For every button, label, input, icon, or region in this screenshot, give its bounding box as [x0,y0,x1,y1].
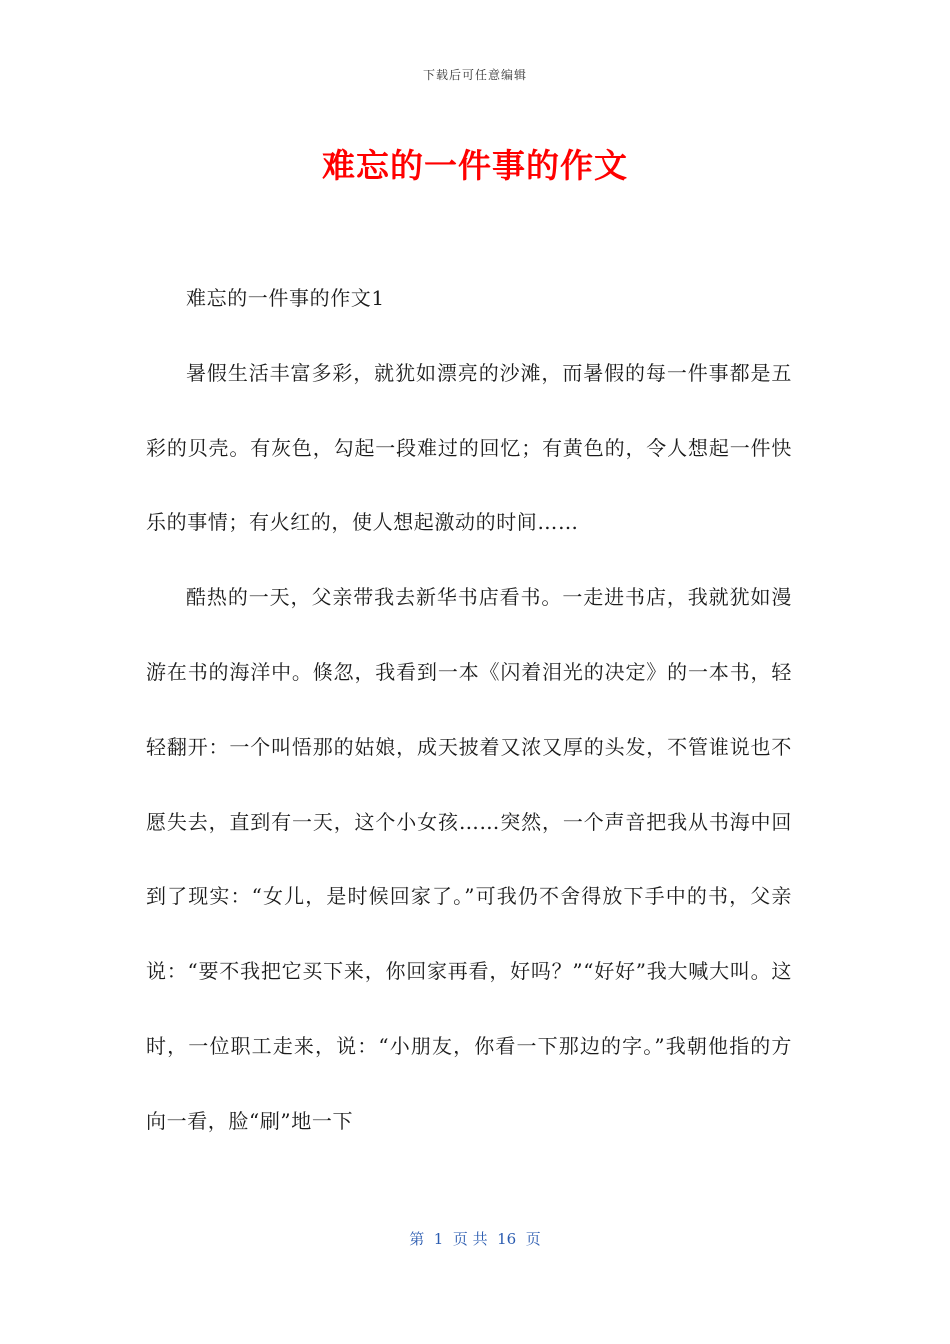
body-paragraph: 暑假生活丰富多彩，就犹如漂亮的沙滩，而暑假的每一件事都是五彩的贝壳。有灰色，勾起一段难过的回忆；有黄色的，令人想起一件快乐的事情；有火红的，使人想起激动的时间…… [146,360,792,535]
page-number-footer: 第 1 页 共 16 页 [409,1230,541,1248]
section-heading: 难忘的一件事的作文1 [186,286,385,310]
document-body [146,261,792,1159]
document-title: 难忘的一件事的作文 [322,146,628,185]
body-paragraph: 酷热的一天，父亲带我去新华书店看书。一走进书店，我就犹如漫游在书的海洋中。倏忽，我看到一本《闪着泪光的决定》的一本书，轻轻翻开：一个叫悟那的姑娘，成天披着又浓又厚的头发，不管谁说也不愿失去，直到有一天，这个小女孩……突然，一个声音把我从书海中回到了现实：“女儿，是时候回家了。”可我仍不舍得放下手中的书，父亲说：“要不我把它买下来，你回家再看，好吗？”“好好”我大喊大叫。这时，一位职工走来，说：“小朋友，你看一下那边的字。”我朝他指的方向一看，脸“刷”地一下 [146,585,792,1133]
page-header-note: 下载后可任意编辑 [422,68,527,82]
